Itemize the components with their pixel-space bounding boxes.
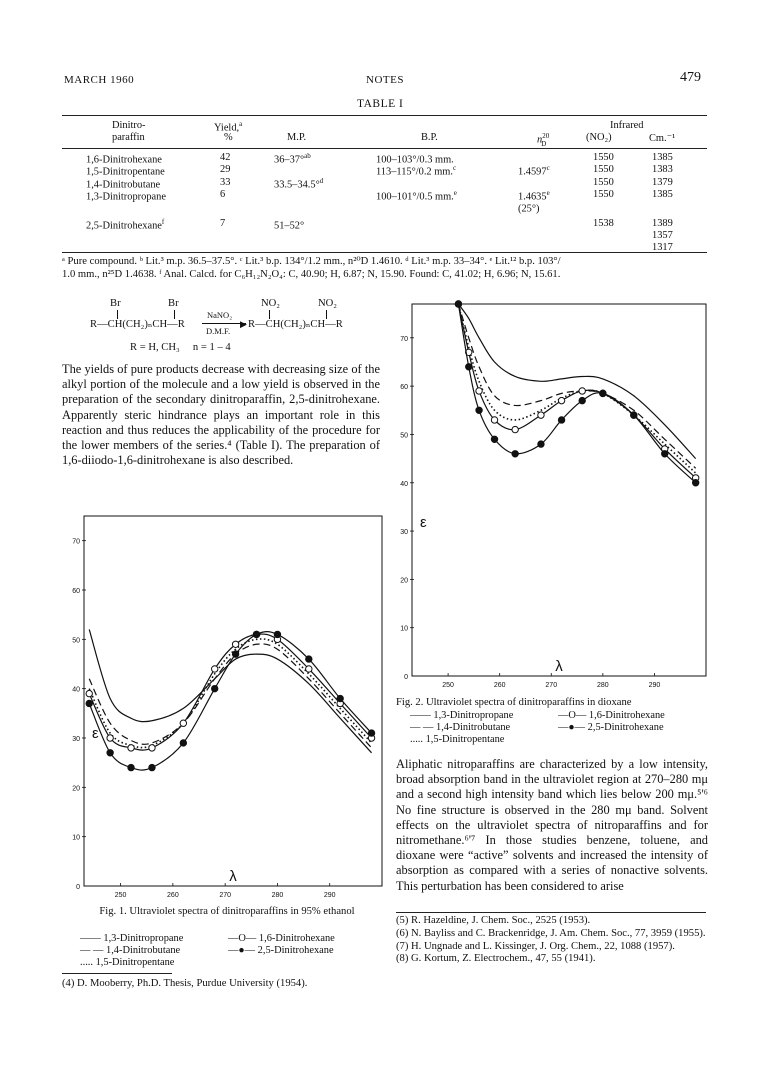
col-header-bp: B.P.: [421, 132, 438, 143]
reactant-br-1: Br: [110, 298, 121, 309]
legend-label: 1,3-Dinitropropane: [433, 710, 514, 721]
data-point: [631, 412, 637, 418]
col-header-no2: (NO₂): [586, 132, 612, 143]
figure-1-chart: [62, 508, 388, 903]
table-cell: 1550: [593, 188, 614, 200]
y-tick-label: 70: [400, 335, 408, 343]
x-axis-label: λ: [555, 658, 563, 675]
figure-2-caption: Fig. 2. Ultraviolet spectra of dinitroparaffins in dioxane: [396, 697, 632, 708]
table-header: [62, 116, 707, 148]
footnote: (8) G. Kortum, Z. Electrochem., 47, 55 (1941).: [396, 953, 596, 965]
y-axis-label: ε: [420, 514, 427, 532]
data-point: [337, 695, 343, 701]
data-point: [128, 745, 134, 751]
table-cell: 51–52°: [274, 219, 305, 231]
y-tick-label: 0: [404, 674, 408, 681]
legend-label: 1,5-Dinitropentane: [95, 957, 175, 968]
table-cell: 42: [220, 152, 231, 163]
x-tick-label: 270: [545, 682, 558, 689]
data-point: [579, 397, 585, 403]
table-cell: 1.4597$^c$: [518, 164, 550, 178]
figure-1-legend: [80, 933, 390, 969]
plot-frame: [412, 304, 706, 676]
y-tick-label: 20: [400, 577, 408, 585]
product-formula: R—CH(CH₂)ₙCH—R: [248, 319, 343, 330]
legend-row: ..... 1,5-Dinitropentane: [80, 957, 175, 968]
y-tick-label: 20: [72, 785, 80, 793]
figure-1-caption: Fig. 1. Ultraviolet spectra of dinitroparaffins in 95% ethanol: [99, 906, 355, 917]
data-point: [306, 666, 312, 672]
data-point: [253, 631, 259, 637]
x-tick-label: 270: [219, 892, 232, 899]
table-cell: 36–37°$^{ab}$: [274, 152, 311, 166]
table-cell: 1,3-Dinitropropane: [86, 191, 166, 203]
footnote: (7) H. Ungnade and L. Kissinger, J. Org. Chem., 22, 1088 (1957).: [396, 940, 675, 952]
data-point: [128, 764, 134, 770]
table-cell: 1,4-Dinitrobutane: [86, 179, 161, 191]
y-axis-label: ε: [92, 725, 99, 742]
table-cell: 100–103°/0.3 mm.: [376, 154, 454, 166]
table-footnote-line-1: ᵃ Pure compound. ᵇ Lit.³ m.p. 36.5–37.5°. ᶜ Lit.³ b.p. 134°/1.2 mm., n²⁰D 1.4610. ᵈ Lit.³ m.p. 33–34°. ᵉ Lit.¹² b.p. 103°/: [62, 256, 561, 267]
legend-row: — — 1,4-Dinitrobutane —●— 2,5-Dinitrohexane: [410, 722, 664, 733]
data-point: [600, 390, 606, 396]
data-point: [476, 407, 482, 413]
table-cell: 100–101°/0.5 mm.$^e$: [376, 188, 457, 203]
data-point: [306, 656, 312, 662]
col-header-dinitro: Dinitro-: [112, 120, 146, 131]
data-point: [107, 750, 113, 756]
table-row: [62, 189, 707, 201]
table-cell: 33: [220, 176, 231, 188]
legend-label: 1,3-Dinitropropane: [103, 933, 184, 944]
data-point: [512, 426, 518, 432]
data-point: [107, 735, 113, 741]
y-tick-label: 40: [400, 480, 408, 488]
col-header-refractive-index: $n^{20}_D$: [537, 132, 550, 148]
reaction-conditions: R = H, CH₃ n = 1 – 4: [130, 342, 231, 353]
col-header-infrared: Infrared: [610, 120, 644, 131]
data-point: [212, 666, 218, 672]
y-tick-label: 10: [72, 834, 80, 842]
x-tick-label: 250: [442, 682, 454, 689]
table-cell: 1550: [593, 176, 614, 188]
x-tick-label: 290: [648, 682, 661, 689]
figure-2-chart: [390, 298, 712, 696]
table-footnote-line-2: 1.0 mm., n²⁵D 1.4638. ᶠ Anal. Calcd. for C₆H₁₂N₂O₄: C, 40.90; H, 6.87; N, 15.90. Found: C, 41.02; H, 6.96; N, 15.61.: [62, 268, 561, 280]
reaction-scheme: Br Br NO₂ NO₂ R—CH(CH₂)ₙCH—R NaNO₂ ▶ D.M.F. R—CH(CH₂)ₙCH—R R = H, CH₃ n = 1 – 4: [90, 298, 343, 353]
figure-1-plot: [72, 516, 382, 899]
legend-row: — — 1,4-Dinitrobutane —●— 2,5-Dinitrohexane: [80, 945, 334, 956]
solvent-label: D.M.F.: [206, 326, 231, 336]
table-cell: 1385: [652, 152, 673, 163]
table-row: [62, 230, 707, 242]
reactant-formula: R—CH(CH₂)ₙCH—R: [90, 319, 185, 330]
page-number: 479: [680, 70, 701, 85]
product-no2-1: NO₂: [261, 298, 280, 309]
data-point: [180, 720, 186, 726]
table-cell: 29: [220, 164, 231, 176]
x-tick-label: 250: [114, 892, 127, 899]
table-1: [62, 115, 707, 282]
data-point: [579, 388, 585, 394]
series-line: [458, 304, 695, 483]
series-line: [89, 639, 371, 748]
product-no2-2: NO₂: [318, 298, 337, 309]
y-tick-label: 50: [72, 637, 80, 645]
data-point: [466, 364, 472, 370]
table-cell: (25°): [518, 203, 540, 215]
table-cell: 1379: [652, 176, 673, 188]
y-tick-label: 50: [400, 432, 408, 440]
table-cell: 113–115°/0.2 mm.$^c$: [376, 164, 457, 178]
legend-row: —— 1,3-Dinitropropane —O— 1,6-Dinitrohexane: [80, 933, 335, 944]
data-point: [180, 740, 186, 746]
data-point: [662, 451, 668, 457]
series-line: [458, 304, 695, 459]
reactant-br-2: Br: [168, 298, 179, 309]
y-tick-label: 70: [72, 538, 80, 546]
legend-label: 1,4-Dinitrobutane: [436, 722, 511, 733]
data-point: [692, 480, 698, 486]
data-point: [538, 441, 544, 447]
paragraph-yields: The yields of pure products decrease with decreasing size of the alkyl portion of the molecule and a low yield is observed in the preparation of the secondary dinitroparaffin, 2,5-dinitrohexane. Apparently steric hindrance plays an important role in this reaction and thus reduces the applicability of the procedure for the lower members of the series.⁴ (Table I). The preparation of 1,6-diiodo-1,6-dinitrohexane is also described.: [62, 362, 380, 468]
table-cell: 2,5-Dinitrohexane$^f$: [86, 217, 165, 231]
table-cell: 1,5-Dinitropentane: [86, 166, 165, 178]
data-point: [232, 641, 238, 647]
table-row: [62, 152, 707, 164]
data-point: [538, 412, 544, 418]
table-cell: 33.5–34.5°$^d$: [274, 176, 324, 191]
running-header-date: MARCH 1960: [64, 74, 135, 86]
table-cell: 1317: [652, 242, 673, 254]
table-row: [62, 164, 707, 176]
legend-row: ..... 1,5-Dinitropentane: [410, 734, 505, 745]
data-point: [558, 397, 564, 403]
table-cell: 1383: [652, 164, 673, 176]
table-cell: 1550: [593, 152, 614, 163]
footnotes-right: [396, 915, 708, 966]
data-point: [86, 700, 92, 706]
x-tick-label: 290: [323, 892, 336, 899]
footnote: (5) R. Hazeldine, J. Chem. Soc., 2525 (1953).: [396, 915, 591, 926]
data-point: [455, 301, 461, 307]
data-point: [232, 651, 238, 657]
table-body: [62, 149, 707, 252]
table-cell: 1.4635e: [518, 188, 550, 203]
table-cell: 6: [220, 188, 226, 200]
col-header-percent: %: [224, 132, 233, 143]
footnote-rule-right: [396, 912, 706, 913]
data-point: [149, 745, 155, 751]
legend-label: 1,6-Dinitrohexane: [258, 933, 335, 944]
x-tick-label: 260: [167, 892, 179, 899]
series-line: [89, 634, 371, 750]
legend-label: 2,5-Dinitrohexane: [587, 722, 664, 733]
data-point: [558, 417, 564, 423]
reagent-label: NaNO₂: [207, 310, 233, 320]
data-point: [491, 436, 497, 442]
table-cell: 1385: [652, 188, 673, 200]
data-point: [476, 388, 482, 394]
x-tick-label: 260: [493, 682, 506, 689]
table-cell: 1357: [652, 229, 673, 241]
y-tick-label: 0: [76, 884, 80, 891]
legend-label: 2,5-Dinitrohexane: [257, 945, 334, 956]
y-tick-label: 30: [400, 529, 408, 537]
x-tick-label: 280: [271, 892, 284, 899]
col-header-mp: M.P.: [287, 132, 307, 143]
legend-row: —— 1,3-Dinitropropane —O— 1,6-Dinitrohexane: [410, 710, 665, 721]
running-header-section: NOTES: [366, 74, 404, 86]
data-point: [274, 631, 280, 637]
data-point: [212, 685, 218, 691]
x-axis-label: λ: [229, 868, 237, 885]
col-header-cm: Cm.⁻¹: [649, 133, 676, 144]
table-row: [62, 177, 707, 189]
figure-2-legend: [410, 710, 710, 746]
y-tick-label: 30: [72, 736, 80, 743]
footnote-4: (4) D. Mooberry, Ph.D. Thesis, Purdue University (1954).: [62, 978, 308, 989]
data-point: [491, 417, 497, 423]
footnote: (6) N. Bayliss and C. Brackenridge, J. Am. Chem. Soc., 77, 3959 (1955).: [396, 927, 706, 939]
y-tick-label: 60: [400, 384, 408, 392]
y-tick-label: 10: [400, 625, 408, 633]
table-row: [62, 201, 707, 213]
col-header-paraffin: paraffin: [112, 132, 145, 143]
series-line: [89, 644, 371, 748]
table-cell: 1,6-Dinitrohexane: [86, 154, 162, 166]
data-point: [149, 764, 155, 770]
data-point: [86, 690, 92, 696]
figure-2-plot: [400, 301, 706, 689]
footnote-rule: [62, 973, 172, 974]
table-title: TABLE I: [357, 98, 404, 110]
table-cell: 1538: [593, 217, 614, 229]
y-tick-label: 40: [72, 686, 80, 694]
data-point: [512, 451, 518, 457]
table-cell: 7: [220, 217, 226, 229]
legend-label: 1,6-Dinitrohexane: [588, 710, 665, 721]
data-point: [368, 730, 374, 736]
col-header-yield: Yield,$^a$: [214, 120, 243, 134]
table-row: [62, 242, 707, 254]
paragraph-aliphatic-nitroparaffins: Aliphatic nitroparaffins are characterized by a low intensity, broad absorption band in the ultraviolet region at 270–280 mμ and a second high intensity band which lies below 200 mμ.⁵'⁶ No fine structure is observed in the 280 mμ band. Solvent effects on the ultraviolet spectra of nitroparaffins and for nitromethane.⁶'⁷ In those studies benzene, toluene, and dioxane were “active” solvents and increased the intensity of absorption as compared with a series of nonactive solvents. This perturbation has been considered to arise: [396, 757, 708, 893]
y-tick-label: 60: [72, 588, 80, 595]
x-tick-label: 280: [596, 682, 609, 689]
table-row: [62, 218, 707, 230]
series-line: [458, 304, 695, 478]
table-cell: 1389: [652, 217, 673, 229]
legend-label: 1,5-Dinitropentane: [425, 734, 505, 745]
table-cell: 1550: [593, 164, 614, 176]
legend-label: 1,4-Dinitrobutane: [106, 945, 181, 956]
